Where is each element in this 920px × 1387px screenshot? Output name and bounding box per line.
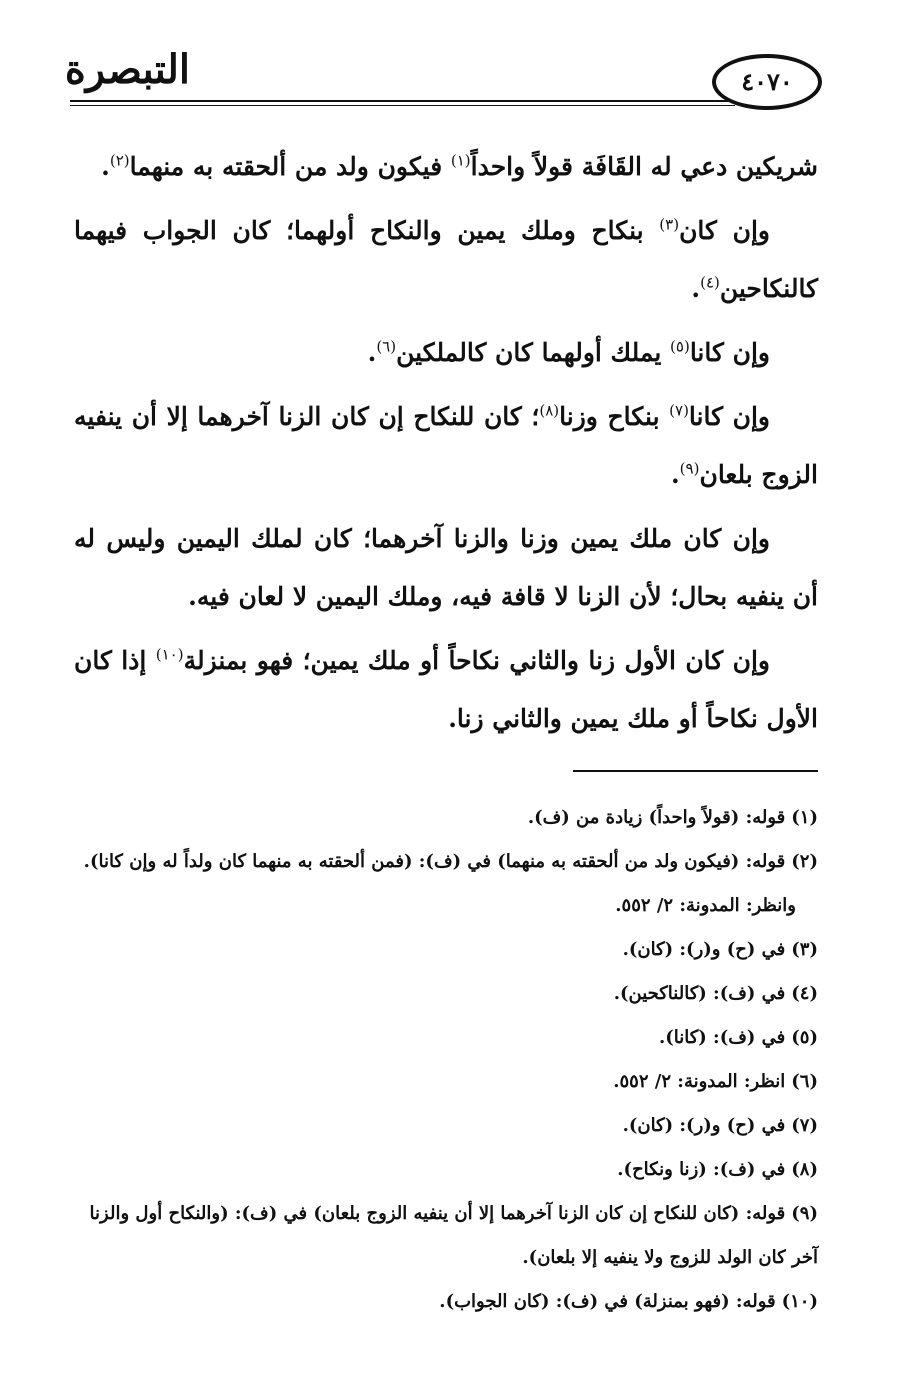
footnote-text: قوله: (كان للنكاح إن كان الزنا آخرهما إلا أن ينفيه الزوج بلعان) في (ف): (والنكاح أول والزنا آخر كان الولد للزوج ولا ينفيه إلا بلعان).: [89, 1203, 818, 1268]
footnote-ref-6[interactable]: (٦): [376, 337, 397, 356]
text-run: .: [670, 460, 680, 489]
footnote-ref-8[interactable]: (٨): [539, 401, 560, 420]
footnote-6: [74, 1060, 818, 1104]
footnote-ref-3[interactable]: (٣): [659, 215, 680, 234]
footnotes: [74, 796, 818, 1324]
text-run: .: [691, 274, 701, 303]
footnote-number: (٩): [791, 1203, 818, 1224]
page-number-badge: [712, 54, 822, 110]
paragraph-5: [74, 510, 818, 626]
footnote-number: (١٠): [781, 1291, 818, 1312]
text-run: وإن كان: [679, 216, 770, 245]
text-run: فيكون ولد من ألحقته به منهما: [129, 152, 451, 181]
text-run: بنكاح وملك يمين والنكاح أولهما؛ كان الجواب فيهما كالنكاحين: [74, 216, 818, 303]
footnote-number: (٣): [791, 939, 818, 960]
footnote-number: (١): [791, 807, 818, 828]
footnote-text: قوله: (قولاً واحداً) زيادة من (ف).: [527, 807, 786, 828]
footnote-10: [74, 1280, 818, 1324]
book-title: التبصرة: [64, 46, 190, 93]
footnote-text: قوله: (فيكون ولد من ألحقته به منهما) في (ف): (فمن ألحقته به منهما كان ولداً له وإن كانا).: [83, 851, 786, 872]
text-run: يملك أولهما كان كالملكين: [396, 338, 671, 367]
footnote-number: (٧): [791, 1115, 818, 1136]
footnote-8: [74, 1148, 818, 1192]
text-run: وإن كان الأول زنا والثاني نكاحاً أو ملك يمين؛ فهو بمنزلة: [183, 646, 771, 675]
paragraph-6: [74, 632, 818, 748]
page-number: ٤٠٧٠: [741, 67, 793, 96]
footnote-ref-1[interactable]: (١): [450, 151, 471, 170]
text-run: .: [367, 338, 377, 367]
text-run: .: [101, 152, 110, 181]
footnote-number: (٤): [791, 983, 818, 1004]
footnote-9: [74, 1192, 818, 1280]
text-run: بنكاح وزنا: [559, 402, 670, 431]
footnote-ref-4[interactable]: (٤): [700, 273, 720, 292]
footnote-number: (٨): [791, 1159, 818, 1180]
footnote-ref-2[interactable]: (٢): [109, 151, 130, 170]
footnote-ref-7[interactable]: (٧): [669, 401, 689, 420]
text-run: ؛ كان للنكاح إن كان الزنا آخرهما إلا أن ينفيه الزوج بلعان: [74, 402, 818, 489]
footnote-2: [74, 840, 818, 928]
text-run: إذا كان الأول نكاحاً أو ملك يمين والثاني زنا.: [74, 646, 818, 733]
text-run: شريكين دعي له القَافَة قولاً واحداً: [470, 152, 818, 181]
footnote-text: في (ف): (كالناكحين).: [613, 983, 786, 1004]
footnote-4: [74, 972, 818, 1016]
footnote-text: انظر: المدونة: ٢/ ٥٥٢.: [613, 1071, 786, 1092]
header-rule-thin: [70, 105, 735, 106]
footnote-number: (٥): [791, 1027, 818, 1048]
header-rule: [70, 100, 735, 102]
footnote-5: [74, 1016, 818, 1060]
footnote-text: في (ح) و(ر): (كان).: [622, 1115, 786, 1136]
paragraph-2: [74, 202, 818, 318]
footnote-number: (٢): [791, 851, 818, 872]
footnote-separator: [573, 770, 818, 772]
footnote-7: [74, 1104, 818, 1148]
footnote-1: [74, 796, 818, 840]
text-run: وإن كان ملك يمين وزنا والزنا آخرهما؛ كان لملك اليمين وليس له أن ينفيه بحال؛ لأن الزنا لا قافة فيه، وملك اليمين لا لعان فيه.: [74, 524, 818, 611]
footnote-text: قوله: (فهو بمنزلة) في (ف): (كان الجواب).: [439, 1291, 776, 1312]
paragraph-4: [74, 388, 818, 504]
footnote-ref-9[interactable]: (٩): [679, 459, 700, 478]
text-run: وإن كانا: [688, 402, 770, 431]
footnote-text: في (ف): (كانا).: [658, 1027, 786, 1048]
footnote-text: في (ح) و(ر): (كان).: [622, 939, 786, 960]
footnote-text: في (ف): (زنا ونكاح).: [617, 1159, 786, 1180]
footnote-3: [74, 928, 818, 972]
footnote-ref-5[interactable]: (٥): [670, 337, 690, 356]
paragraph-3: [74, 324, 818, 382]
paragraph-1: [74, 138, 818, 196]
footnote-number: (٦): [791, 1071, 818, 1092]
page-header: [64, 42, 830, 112]
footnote-ref-10[interactable]: (١٠): [155, 645, 184, 664]
footnote-continuation: وانظر: المدونة: ٢/ ٥٥٢.: [615, 895, 796, 916]
main-text: [74, 138, 818, 754]
text-run: وإن كانا: [689, 338, 770, 367]
